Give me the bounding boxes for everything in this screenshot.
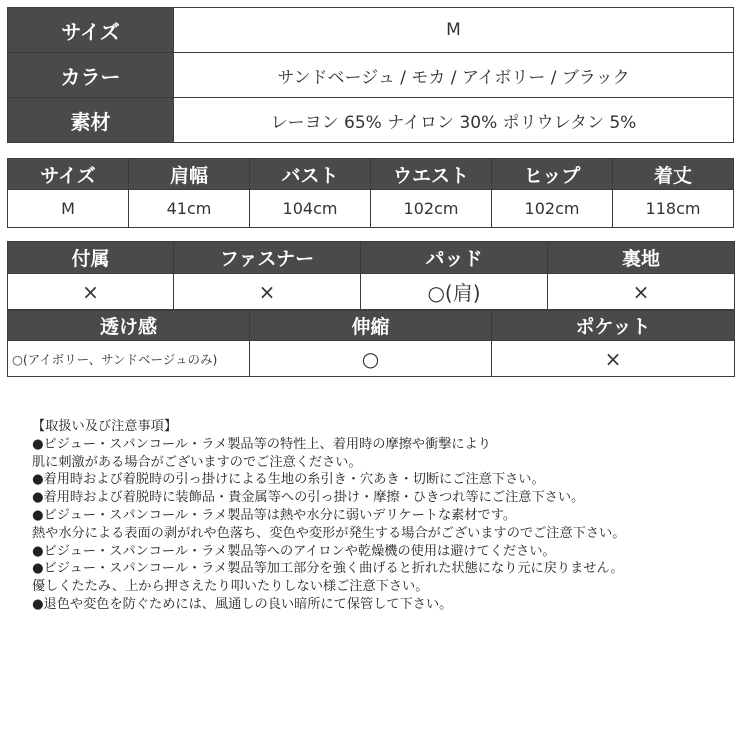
measurement-hip: 102cm bbox=[492, 190, 613, 228]
care-note-line: 優しくたたみ、上から押さえたり叩いたりしない様ご注意下さい。 bbox=[32, 579, 429, 595]
size-value: M bbox=[174, 8, 734, 53]
feature-header-lining: 裏地 bbox=[548, 242, 735, 274]
care-note-line: 肌に刺激がある場合がございますのでご注意ください。 bbox=[32, 454, 362, 470]
color-value: サンドベージュ / モカ / アイボリー / ブラック bbox=[174, 53, 734, 98]
care-note-line: ●退色や変色を防ぐためには、風通しの良い暗所にて保管して下さい。 bbox=[32, 596, 453, 612]
feature-sheerness: ○(アイボリー、サンドベージュのみ) bbox=[8, 341, 250, 377]
material-value: レーヨン 65% ナイロン 30% ポリウレタン 5% bbox=[174, 98, 734, 143]
measurement-waist: 102cm bbox=[371, 190, 492, 228]
care-notes-title: 【取扱い及び注意事項】 bbox=[32, 419, 178, 434]
spec-row-color bbox=[8, 53, 734, 98]
feature-header-sheerness: 透け感 bbox=[8, 311, 250, 341]
care-note-line: ●ビジュー・スパンコール・ラメ製品等へのアイロンや乾燥機の使用は避けてください。 bbox=[32, 543, 556, 559]
feature-accessories: × bbox=[8, 274, 174, 310]
feature-header-zipper: ファスナー bbox=[174, 242, 361, 274]
care-note-line: ●着用時および着脱時に装飾品・貴金属等への引っ掛け・摩擦・ひきつれ等にご注意下さい。 bbox=[32, 490, 585, 506]
spec-row-material bbox=[8, 98, 734, 143]
measurements-table bbox=[7, 158, 734, 228]
feature-stretch: ○ bbox=[250, 341, 492, 377]
spec-row-size bbox=[8, 8, 734, 53]
measurement-bust: 104cm bbox=[250, 190, 371, 228]
feature-header-pocket: ポケット bbox=[492, 311, 735, 341]
measurement-shoulder: 41cm bbox=[129, 190, 250, 228]
color-label: カラー bbox=[8, 53, 174, 98]
feature-lining: × bbox=[548, 274, 735, 310]
care-note-line: 熱や水分による表面の剥がれや色落ち、変色や変形が発生する場合がございますのでご注意下さい。 bbox=[32, 525, 626, 541]
care-note-line: ●ビジュー・スパンコール・ラメ製品等は熱や水分に弱いデリケートな素材です。 bbox=[32, 507, 517, 523]
features2-header-row bbox=[8, 311, 735, 341]
features1-header-row bbox=[8, 242, 735, 274]
feature-header-accessories: 付属 bbox=[8, 242, 174, 274]
features2-value-row bbox=[8, 341, 735, 377]
feature-pad: ○(肩) bbox=[361, 274, 548, 310]
care-note-line: ●ビジュー・スパンコール・ラメ製品等の特性上、着用時の摩擦や衝撃により bbox=[32, 436, 491, 452]
measurement-size: M bbox=[8, 190, 129, 228]
feature-header-pad: パッド bbox=[361, 242, 548, 274]
measurement-header-bust: バスト bbox=[250, 159, 371, 190]
feature-pocket: × bbox=[492, 341, 735, 377]
measurement-header-shoulder: 肩幅 bbox=[129, 159, 250, 190]
size-label: サイズ bbox=[8, 8, 174, 53]
measurement-header-length: 着丈 bbox=[613, 159, 734, 190]
features1-value-row bbox=[8, 274, 735, 310]
feature-header-stretch: 伸縮 bbox=[250, 311, 492, 341]
measurement-header-waist: ウエスト bbox=[371, 159, 492, 190]
features-table-2 bbox=[7, 310, 735, 377]
features-table-1 bbox=[7, 241, 735, 310]
care-note-line: ●ビジュー・スパンコール・ラメ製品等加工部分を強く曲げると折れた状態になり元に戻りません。 bbox=[32, 561, 624, 577]
care-notes bbox=[32, 418, 737, 614]
measurements-value-row bbox=[8, 190, 734, 228]
material-label: 素材 bbox=[8, 98, 174, 143]
care-note-line: ●着用時および着脱時の引っ掛けによる生地の糸引き・穴あき・切断にご注意下さい。 bbox=[32, 472, 545, 488]
measurement-length: 118cm bbox=[613, 190, 734, 228]
measurements-header-row bbox=[8, 159, 734, 190]
spec-table bbox=[7, 7, 734, 143]
feature-zipper: × bbox=[174, 274, 361, 310]
measurement-header-hip: ヒップ bbox=[492, 159, 613, 190]
measurement-header-size: サイズ bbox=[8, 159, 129, 190]
